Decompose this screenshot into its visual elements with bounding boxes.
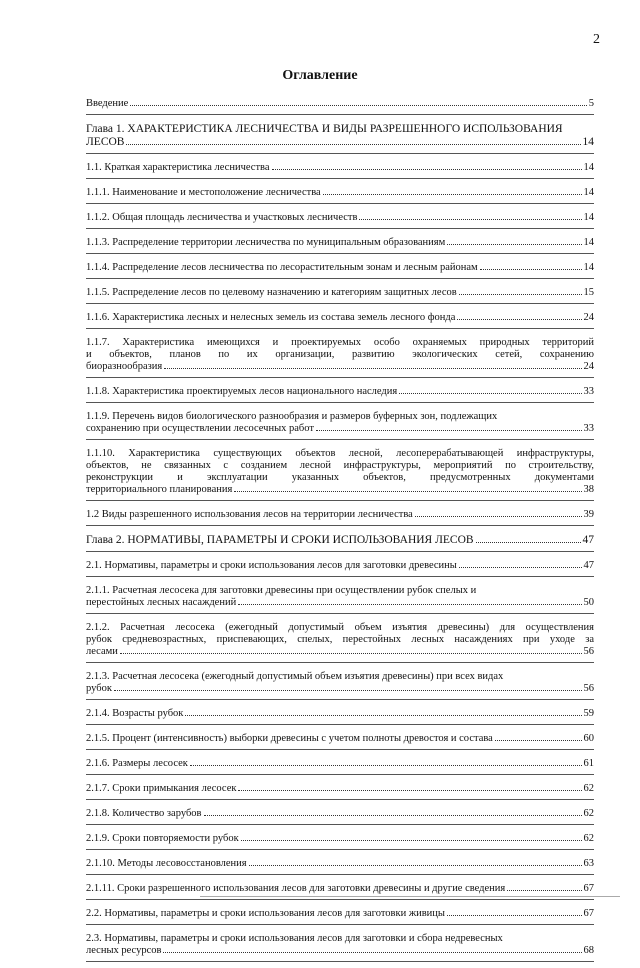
dot-leader [447, 244, 581, 245]
toc-entry-page: 5 [588, 98, 594, 109]
toc-entry-text-line: 2.1.1. Расчетная лесосека для заготовки древесины при осуществлении рубок спелых и [86, 585, 477, 596]
toc-entry[interactable] [86, 781, 594, 800]
toc-entry-page: 60 [583, 733, 594, 744]
toc-entry-page: 24 [583, 312, 594, 323]
toc-entry[interactable] [86, 532, 594, 552]
dot-leader [476, 542, 581, 543]
toc-entry[interactable] [86, 210, 594, 229]
toc-entry-title: 1.1.2. Общая площадь лесничества и участковых лесничеств [86, 212, 358, 223]
toc-entry-page: 33 [583, 423, 594, 434]
toc-entry-page: 14 [583, 187, 594, 198]
toc-entry[interactable] [86, 558, 594, 577]
dot-leader [249, 865, 582, 866]
toc-entry[interactable] [86, 260, 594, 279]
dot-leader [238, 790, 581, 791]
dot-leader [238, 604, 581, 605]
toc-entry-title: 2.1.4. Возрасты рубок [86, 708, 184, 719]
toc-entry-page: 62 [583, 783, 594, 794]
toc-entry-title: 2.1.7. Сроки примыкания лесосек [86, 783, 237, 794]
toc-entry-title: 1.2 Виды разрешенного использования лесов на территории лесничества [86, 509, 413, 520]
toc-entry-page: 62 [583, 833, 594, 844]
toc-entry-page: 63 [583, 858, 594, 869]
toc-entry-title: 1.1.1. Наименование и местоположение лесничества [86, 187, 321, 198]
toc-entry-page: 33 [583, 386, 594, 397]
toc-entry[interactable] [86, 620, 594, 663]
toc-entry[interactable] [86, 931, 594, 962]
dot-leader [190, 765, 582, 766]
toc-entry-page: 67 [583, 883, 594, 894]
table-of-contents [86, 96, 594, 968]
toc-entry-title: 2.1.8. Количество зарубов [86, 808, 202, 819]
toc-entry-text-line: реконструкции и эксплуатации указанных объектов, предусмотренных документами [86, 472, 594, 483]
toc-entry-text-line: объектов, не связанных с созданием лесной инфраструктуры, мероприятий по строительству, [86, 460, 594, 471]
toc-entry-title: 2.1.10. Методы лесовосстановления [86, 858, 247, 869]
toc-entry[interactable] [86, 96, 594, 115]
toc-entry-page: 14 [583, 212, 594, 223]
toc-entry-title: ЛЕСОВ [86, 136, 125, 148]
footer-divider [200, 896, 620, 897]
toc-entry-page: 15 [583, 287, 594, 298]
toc-entry-title: 1.1.4. Распределение лесов лесничества по лесорастительным зонам и лесным районам [86, 262, 478, 273]
toc-entry[interactable] [86, 881, 594, 900]
toc-entry[interactable] [86, 121, 594, 154]
dot-leader [323, 194, 582, 195]
toc-entry[interactable] [86, 831, 594, 850]
dot-leader [126, 144, 580, 145]
toc-entry-page: 67 [583, 908, 594, 919]
toc-entry-page: 38 [583, 484, 594, 495]
toc-entry-title: сохранению при осуществлении лесосечных работ [86, 423, 314, 434]
toc-entry-title: лесных ресурсов [86, 945, 162, 956]
dot-leader [480, 269, 582, 270]
toc-entry[interactable] [86, 806, 594, 825]
dot-leader [120, 653, 582, 654]
toc-entry-title: Введение [86, 98, 129, 109]
toc-entry-page: 62 [583, 808, 594, 819]
toc-entry-title: 1.1.6. Характеристика лесных и нелесных земель из состава земель лесного фонда [86, 312, 456, 323]
toc-entry-page: 47 [583, 560, 594, 571]
toc-entry-text-line: 1.1.10. Характеристика существующих объектов лесной, лесоперерабатывающей инфраструктуры, [86, 448, 594, 459]
toc-entry-text-line: Глава 1. ХАРАКТЕРИСТИКА ЛЕСНИЧЕСТВА И ВИДЫ РАЗРЕШЕННОГО ИСПОЛЬЗОВАНИЯ [86, 123, 563, 135]
dot-leader [272, 169, 582, 170]
dot-leader [316, 430, 582, 431]
toc-entry-page: 14 [583, 237, 594, 248]
toc-entry-title: 2.1.6. Размеры лесосек [86, 758, 188, 769]
toc-entry-page: 68 [583, 945, 594, 956]
toc-entry[interactable] [86, 856, 594, 875]
toc-entry-text-line: 2.3. Нормативы, параметры и сроки использования лесов для заготовки и сбора недревесных [86, 933, 503, 944]
dot-leader [459, 294, 582, 295]
toc-entry-page: 50 [583, 597, 594, 608]
toc-entry-page: 59 [583, 708, 594, 719]
toc-entry-text-line: рубок средневозрастных, приспевающих, спелых, перестойных лесных насаждениях при уходе за [86, 634, 594, 645]
toc-entry-title: лесами [86, 646, 118, 657]
toc-entry[interactable] [86, 583, 594, 614]
dot-leader [241, 840, 582, 841]
dot-leader [399, 393, 581, 394]
toc-entry-text-line: 1.1.9. Перечень видов биологического разнообразия и размеров буферных зон, подлежащих [86, 411, 498, 422]
dot-leader [163, 952, 581, 953]
toc-entry-title: 2.1.9. Сроки повторяемости рубок [86, 833, 239, 844]
dot-leader [495, 740, 582, 741]
toc-entry[interactable] [86, 706, 594, 725]
dot-leader [359, 219, 581, 220]
dot-leader [459, 567, 582, 568]
toc-entry[interactable] [86, 160, 594, 179]
toc-entry-title: перестойных лесных насаждений [86, 597, 237, 608]
toc-entry-title: биоразнообразия [86, 361, 163, 372]
toc-entry-page: 47 [582, 534, 594, 546]
toc-entry[interactable] [86, 507, 594, 526]
toc-entry-page: 14 [582, 136, 594, 148]
toc-entry[interactable] [86, 669, 594, 700]
toc-entry-text-line: и объектов, планов по их организации, развитию экологических сетей, сохранению [86, 349, 594, 360]
toc-entry-page: 56 [583, 646, 594, 657]
toc-entry-page: 39 [583, 509, 594, 520]
toc-entry-text-line: 1.1.7. Характеристика имеющихся и проектируемых особо охраняемых природных территорий [86, 337, 594, 348]
toc-entry-title: территориального планирования [86, 484, 233, 495]
toc-entry[interactable] [86, 731, 594, 750]
toc-entry-text-line: 2.1.2. Расчетная лесосека (ежегодный допустимый объем изъятия древесины) для осуществления [86, 622, 594, 633]
toc-entry-text-line: 2.1.3. Расчетная лесосека (ежегодный допустимый объем изъятия древесины) при всех видах [86, 671, 504, 682]
toc-entry-title: 2.2. Нормативы, параметры и сроки использования лесов для заготовки живицы [86, 908, 445, 919]
toc-entry[interactable] [86, 310, 594, 329]
dot-leader [130, 105, 586, 106]
toc-entry[interactable] [86, 906, 594, 925]
toc-entry-title: 2.1.5. Процент (интенсивность) выборки древесины с учетом полноты древостоя и состава [86, 733, 493, 744]
toc-entry[interactable] [86, 756, 594, 775]
toc-entry[interactable] [86, 409, 594, 440]
toc-entry-page: 14 [583, 162, 594, 173]
toc-entry-title: 1.1.5. Распределение лесов по целевому назначению и категориям защитных лесов [86, 287, 457, 298]
toc-entry[interactable] [86, 235, 594, 254]
toc-entry-title: 2.1.11. Сроки разрешенного использования лесов для заготовки древесины и другие сведения [86, 883, 506, 894]
dot-leader [457, 319, 581, 320]
dot-leader [415, 516, 582, 517]
toc-entry-title: 1.1. Краткая характеристика лесничества [86, 162, 270, 173]
dot-leader [507, 890, 581, 891]
toc-entry-title: 2.1. Нормативы, параметры и сроки использования лесов для заготовки древесины [86, 560, 457, 571]
dot-leader [234, 491, 581, 492]
dot-leader [185, 715, 581, 716]
toc-entry-page: 56 [583, 683, 594, 694]
dot-leader [114, 690, 582, 691]
toc-entry[interactable] [86, 285, 594, 304]
page-number: 2 [593, 32, 600, 47]
toc-entry[interactable] [86, 446, 594, 501]
toc-entry-title: 1.1.3. Распределение территории лесничества по муниципальным образованиям [86, 237, 446, 248]
toc-entry[interactable] [86, 384, 594, 403]
toc-entry-page: 61 [583, 758, 594, 769]
toc-entry[interactable] [86, 185, 594, 204]
toc-entry[interactable] [86, 335, 594, 378]
toc-entry-title: 1.1.8. Характеристика проектируемых лесов национального наследия [86, 386, 398, 397]
dot-leader [164, 368, 581, 369]
toc-entry-page: 24 [583, 361, 594, 372]
dot-leader [447, 915, 582, 916]
toc-entry-title: Глава 2. НОРМАТИВЫ, ПАРАМЕТРЫ И СРОКИ ИСПОЛЬЗОВАНИЯ ЛЕСОВ [86, 534, 474, 546]
toc-title: Оглавление [282, 68, 358, 83]
dot-leader [204, 815, 582, 816]
toc-entry-page: 14 [583, 262, 594, 273]
toc-entry-title: рубок [86, 683, 112, 694]
